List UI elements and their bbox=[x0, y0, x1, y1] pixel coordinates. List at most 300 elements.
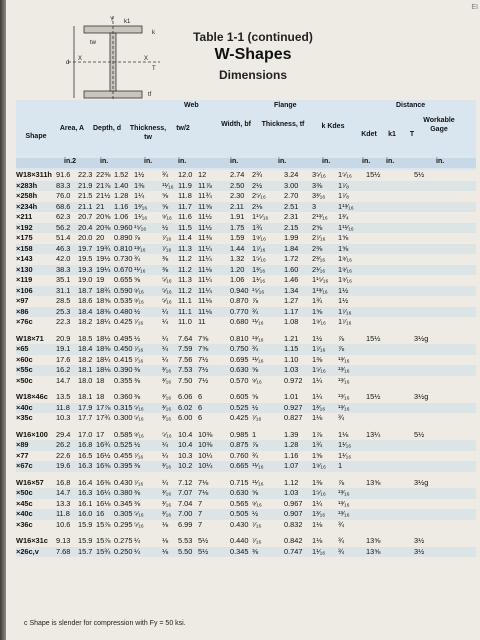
table-cell: 6.00 bbox=[178, 413, 193, 422]
table-cell: 18.4 bbox=[78, 306, 93, 316]
table-cell: ×77 bbox=[16, 450, 29, 460]
table-cell: 5½ bbox=[198, 546, 209, 556]
table-cell: 1¹⁄₁₆ bbox=[312, 546, 326, 556]
table-cell: 0.395 bbox=[114, 461, 133, 470]
table-cell: 16.2 bbox=[56, 365, 71, 374]
table-cell: ³⁄₁₆ bbox=[162, 375, 172, 385]
table-cell: 0.440 bbox=[230, 536, 249, 545]
group-flange: Flange bbox=[274, 102, 297, 109]
table-cell: 11¼ bbox=[198, 275, 212, 284]
table-cell: 16.3 bbox=[78, 488, 93, 497]
table-cell: ⁵⁄₁₆ bbox=[162, 296, 172, 305]
table-cell: ¹³⁄₁₆ bbox=[338, 498, 350, 508]
table-cell: 21½ bbox=[96, 191, 111, 200]
table-cell: 0.655 bbox=[114, 275, 133, 284]
table-cell: 17¾ bbox=[96, 413, 111, 422]
table-cell: 2.30 bbox=[230, 191, 245, 200]
table-cell: 1⁷⁄₁₆ bbox=[312, 344, 326, 353]
table-cell: ¾ bbox=[338, 536, 345, 545]
table-row bbox=[16, 191, 476, 202]
table-cell: ⁷⁄₁₆ bbox=[252, 519, 262, 529]
table-cell: 1.28 bbox=[114, 191, 129, 200]
table-cell: 0.960 bbox=[114, 222, 133, 232]
table-cell: 1¼ bbox=[134, 191, 145, 200]
col-kdes: k Kdes bbox=[321, 123, 345, 130]
table-cell: 3.00 bbox=[284, 180, 299, 190]
table-cell: 11.8 bbox=[178, 191, 192, 200]
table-cell: 1⅛ bbox=[312, 413, 323, 422]
table-cell: 1⅛ bbox=[312, 519, 323, 529]
table-cell: 29.4 bbox=[56, 429, 71, 439]
table-cell: 1.46 bbox=[284, 275, 299, 284]
table-cell: 1¼ bbox=[312, 392, 323, 401]
table-cell: ×40c bbox=[16, 509, 33, 518]
table-cell: ¼ bbox=[162, 344, 169, 353]
table-cell: ×35c bbox=[16, 413, 33, 422]
table-cell: 0.535 bbox=[114, 296, 133, 305]
table-cell: 11.2 bbox=[178, 285, 192, 295]
table-cell: 13⅝ bbox=[366, 546, 381, 556]
table-row bbox=[16, 296, 476, 307]
table-row bbox=[16, 451, 476, 462]
table-cell: ×258h bbox=[16, 191, 38, 200]
table-cell: 17⅞ bbox=[96, 402, 111, 412]
table-cell: 6.06 bbox=[178, 392, 193, 401]
table-cell: W16×31c bbox=[16, 536, 48, 545]
table-cell: 1.12 bbox=[284, 477, 299, 487]
table-number: Table 1-1 (continued) bbox=[193, 30, 313, 44]
table-cell: 1⁷⁄₈ bbox=[338, 191, 350, 200]
table-row bbox=[16, 355, 476, 366]
table-cell: ⅝ bbox=[134, 275, 141, 284]
table-cell: 42.0 bbox=[56, 254, 71, 263]
table-cell: 20.7 bbox=[78, 212, 93, 221]
table-cell: 0.985 bbox=[230, 429, 249, 439]
table-cell: ¾ bbox=[162, 170, 169, 179]
table-cell: 18.2 bbox=[78, 317, 93, 326]
table-cell: 0.832 bbox=[284, 519, 303, 529]
unit: in. bbox=[436, 158, 445, 165]
table-cell: 18⅛ bbox=[96, 365, 111, 374]
table-cell: 7½ bbox=[198, 375, 209, 385]
table-cell: 2⅛ bbox=[252, 201, 263, 211]
table-cell: ¹³⁄₁₆ bbox=[338, 365, 350, 374]
table-cell: ⁷⁄₁₆ bbox=[134, 354, 144, 364]
table-cell: 2⅜ bbox=[312, 243, 323, 253]
table-cell: 1.16 bbox=[284, 450, 299, 460]
table-cell: ³⁄₁₆ bbox=[162, 402, 172, 412]
table-cell: 21.9 bbox=[78, 180, 93, 190]
table-cell: 17.9 bbox=[78, 402, 93, 412]
table-cell: ⅜ bbox=[134, 392, 141, 401]
table-row bbox=[16, 202, 476, 213]
table-row bbox=[16, 233, 476, 244]
table-cell: 0.345 bbox=[114, 498, 133, 508]
table-cell: ×119 bbox=[16, 275, 33, 284]
table-cell: ¾ bbox=[252, 344, 259, 353]
table-cell: 1.40 bbox=[114, 180, 129, 190]
table-cell: ×143 bbox=[16, 254, 33, 263]
table-cell: 0.305 bbox=[114, 509, 133, 518]
table-row bbox=[16, 334, 476, 345]
table-cell: ¼ bbox=[162, 333, 169, 343]
table-cell: 9.13 bbox=[56, 536, 71, 545]
table-cell: 1.27 bbox=[284, 296, 299, 305]
table-cell: ³⁄₁₆ bbox=[162, 509, 172, 518]
table-cell: ³⁄₁₆ bbox=[162, 461, 172, 470]
table-cell: 16.8 bbox=[78, 440, 93, 449]
unit: in. bbox=[362, 158, 371, 165]
table-cell: 1⅝ bbox=[338, 243, 349, 253]
table-cell: 1¹⁄₁₆ bbox=[134, 212, 148, 221]
table-cell: 1.16 bbox=[114, 201, 129, 211]
book-page bbox=[6, 0, 480, 640]
table-cell: 11½ bbox=[198, 212, 212, 221]
table-cell: 7 bbox=[198, 509, 203, 518]
table-cell: 1⁵⁄₁₆ bbox=[312, 488, 326, 497]
table-cell: 2³⁄₁₆ bbox=[312, 254, 326, 263]
table-cell: 7.59 bbox=[178, 344, 193, 353]
table-cell: 7.56 bbox=[178, 354, 193, 364]
table-cell: 14.7 bbox=[56, 375, 71, 385]
table-cell: 15.9 bbox=[78, 519, 93, 529]
footnote: c Shape is slender for compression with Fy = 50 ksi. bbox=[24, 620, 186, 627]
table-cell: 0.827 bbox=[284, 413, 303, 422]
table-cell: 11.4 bbox=[178, 233, 192, 242]
table-cell: 18⅜ bbox=[96, 344, 111, 353]
table-cell: ⁹⁄₁₆ bbox=[252, 375, 262, 385]
table-cell: ⅞ bbox=[252, 296, 259, 305]
table-cell: 2½ bbox=[252, 180, 263, 190]
table-cell: 11.2 bbox=[178, 254, 192, 263]
table-cell: 2¾ bbox=[252, 170, 263, 179]
table-cell: 16½ bbox=[96, 450, 111, 460]
table-cell: 16.3 bbox=[78, 461, 93, 470]
table-cell: 3½ bbox=[414, 536, 425, 545]
table-cell: 1⁹⁄₁₆ bbox=[312, 317, 326, 326]
table-cell: ½ bbox=[134, 306, 141, 316]
table-cell: 16¾ bbox=[96, 440, 111, 449]
table-cell: 3½g bbox=[414, 333, 429, 343]
table-cell: 2.31 bbox=[284, 212, 299, 221]
table-cell: ¹³⁄₁₆ bbox=[338, 488, 350, 497]
w-shape-diagram bbox=[64, 14, 168, 110]
group-web: Web bbox=[184, 102, 199, 109]
table-cell: 11½ bbox=[198, 222, 212, 232]
table-cell: 16.0 bbox=[78, 509, 93, 518]
table-cell: 0.760 bbox=[230, 450, 249, 460]
table-cell: 0.250 bbox=[114, 546, 133, 556]
table-cell: 0.480 bbox=[114, 306, 133, 316]
table-cell: 1¹³⁄₁₆ bbox=[312, 285, 328, 295]
table-cell: 16⅜ bbox=[96, 477, 111, 487]
table-cell: ⅝ bbox=[252, 488, 259, 497]
table-cell: 1³⁄₁₆ bbox=[312, 402, 326, 412]
table-cell: 0.810 bbox=[230, 333, 249, 343]
table-cell: 11.6 bbox=[178, 212, 192, 221]
table-cell: ³⁄₁₆ bbox=[162, 488, 172, 497]
table-cell: 0.940 bbox=[230, 285, 249, 295]
table-cell: ×86 bbox=[16, 306, 29, 316]
table-cell: 16⅜ bbox=[96, 461, 111, 470]
table-cell: 1⅞ bbox=[312, 429, 323, 439]
table-cell: 0.907 bbox=[284, 509, 303, 518]
table-cell: 1¹⁄₁₆ bbox=[338, 440, 352, 449]
table-cell: 11.1 bbox=[178, 306, 192, 316]
table-cell: 0.345 bbox=[230, 546, 249, 556]
table-cell: ¹⁵⁄₁₆ bbox=[252, 285, 265, 295]
table-cell: ×175 bbox=[16, 233, 33, 242]
table-cell: 1.91 bbox=[230, 212, 245, 221]
table-cell: 0.430 bbox=[114, 477, 133, 487]
table-cell: 0.300 bbox=[114, 413, 133, 422]
table-cell: 7.68 bbox=[56, 546, 71, 556]
table-cell: 5.53 bbox=[178, 536, 193, 545]
table-cell: ¹¹⁄₁₆ bbox=[252, 477, 264, 487]
table-cell: 19.6 bbox=[56, 461, 71, 470]
table-cell: 1.44 bbox=[230, 243, 245, 253]
table-cell: 11.3 bbox=[178, 275, 192, 284]
table-cell: 1.03 bbox=[284, 365, 299, 374]
table-cell: 11.3 bbox=[178, 243, 192, 253]
table-cell: 20.9 bbox=[56, 333, 71, 343]
table-cell: 0.842 bbox=[284, 536, 303, 545]
table-cell: 18⅜ bbox=[96, 306, 111, 316]
table-cell: 22.3 bbox=[56, 317, 71, 326]
table-cell: 0.585 bbox=[114, 429, 133, 439]
table-cell: ×158 bbox=[16, 243, 33, 253]
table-cell: 10.3 bbox=[178, 450, 193, 460]
table-row bbox=[16, 317, 476, 328]
table-cell: ⅜ bbox=[162, 264, 169, 274]
table-cell: 16.5 bbox=[78, 450, 93, 460]
fig-label: X bbox=[78, 56, 83, 62]
table-cell: ¾ bbox=[134, 254, 141, 263]
table-cell: 0.890 bbox=[114, 233, 133, 242]
table-cell: 18¼ bbox=[96, 354, 111, 364]
table-cell: 1.08 bbox=[284, 317, 299, 326]
table-cell: ⁷⁄₁₆ bbox=[134, 344, 144, 353]
table-cell: 0.875 bbox=[230, 440, 249, 449]
table-row bbox=[16, 547, 476, 558]
table-cell: 7½ bbox=[198, 365, 209, 374]
table-cell: 19.7 bbox=[78, 243, 93, 253]
table-cell: 1.32 bbox=[230, 254, 245, 263]
table-cell: W18×46c bbox=[16, 392, 48, 401]
table-cell: 3³⁄₁₆ bbox=[312, 191, 326, 200]
col-depth: Depth, d bbox=[93, 125, 121, 132]
table-cell: 0.630 bbox=[230, 488, 249, 497]
table-cell: 1⁹⁄₁₆ bbox=[338, 264, 352, 274]
fig-label: d bbox=[66, 60, 70, 66]
table-body bbox=[16, 170, 476, 557]
table-cell: 0.430 bbox=[230, 519, 249, 529]
col-kdet: Kdet bbox=[361, 131, 377, 138]
table-cell: ⅜ bbox=[134, 498, 141, 508]
table-cell: ⅞ bbox=[134, 233, 141, 242]
unit: in. bbox=[230, 158, 239, 165]
table-cell: 0.810 bbox=[114, 243, 133, 253]
table-cell: 18 bbox=[96, 375, 105, 385]
table-cell: 6 bbox=[198, 392, 203, 401]
table-cell: ¾ bbox=[252, 450, 259, 460]
table-cell: 11.2 bbox=[178, 264, 192, 274]
table-cell: 17.6 bbox=[56, 354, 71, 364]
table-cell: 1⁷⁄₁₆ bbox=[338, 317, 352, 326]
table-row bbox=[16, 223, 476, 234]
table-cell: 22.6 bbox=[56, 450, 71, 460]
table-cell: ⁵⁄₁₆ bbox=[162, 275, 172, 284]
table-cell: 11⅛ bbox=[198, 264, 212, 274]
table-cell: ½ bbox=[252, 402, 259, 412]
table-cell: 2⅝ bbox=[312, 222, 323, 232]
table-row bbox=[16, 536, 476, 547]
table-cell: 1.07 bbox=[284, 461, 299, 470]
table-cell: 1¹³⁄₁₆ bbox=[338, 201, 354, 211]
table-cell: 1.59 bbox=[230, 233, 245, 242]
table-cell: 0.605 bbox=[230, 392, 249, 401]
table-cell: 10.4 bbox=[178, 429, 193, 439]
table-cell: 7.50 bbox=[178, 375, 193, 385]
table-cell: ⅛ bbox=[162, 536, 169, 545]
table-cell: ¾ bbox=[338, 519, 345, 529]
table-cell: ⁹⁄₁₆ bbox=[134, 429, 144, 439]
table-cell: 31.1 bbox=[56, 285, 71, 295]
table-cell: 2.74 bbox=[230, 170, 245, 179]
table-cell: ⅞ bbox=[338, 477, 345, 487]
table-cell: ½ bbox=[134, 440, 141, 449]
fig-label: Y bbox=[110, 17, 115, 23]
table-cell: 7⅛ bbox=[198, 488, 209, 497]
table-cell: 13¼ bbox=[366, 429, 381, 439]
table-cell: ⁷⁄₁₆ bbox=[134, 477, 144, 487]
table-cell: ¹¹⁄₁₆ bbox=[252, 354, 264, 364]
table-row bbox=[16, 478, 476, 489]
table-cell: 1.20 bbox=[230, 264, 245, 274]
table-cell: 0.355 bbox=[114, 375, 133, 385]
table-cell: 1.10 bbox=[284, 354, 299, 364]
col-flange-thickness: Thickness, tf bbox=[261, 121, 305, 128]
table-cell: 10⅜ bbox=[198, 429, 213, 439]
table-cell: 83.3 bbox=[56, 180, 71, 190]
table-cell: 0.967 bbox=[284, 498, 303, 508]
table-cell: ×283h bbox=[16, 180, 38, 190]
table-cell: 1⁹⁄₁₆ bbox=[252, 233, 266, 242]
table-cell: ×97 bbox=[16, 296, 29, 305]
table-cell: ⅛ bbox=[162, 546, 169, 556]
table-cell: 0.425 bbox=[230, 413, 249, 422]
table-cell: 13.3 bbox=[56, 498, 71, 508]
table-cell: 7½ bbox=[198, 354, 209, 364]
table-cell: 10⅜ bbox=[198, 440, 213, 449]
table-cell: 1³⁄₁₆ bbox=[134, 201, 148, 211]
table-cell: 15½ bbox=[366, 170, 381, 179]
table-cell: ¹³⁄₁₆ bbox=[338, 354, 350, 364]
table-cell: 21.5 bbox=[78, 191, 93, 200]
corner-mark: EI bbox=[471, 4, 478, 11]
table-cell: 16.8 bbox=[56, 477, 71, 487]
table-cell: 1.39 bbox=[284, 429, 299, 439]
table-cell: 25.3 bbox=[56, 306, 71, 316]
table-cell: ⁷⁄₁₆ bbox=[162, 233, 172, 242]
table-cell: 17.0 bbox=[78, 429, 93, 439]
table-cell: 7⅝ bbox=[198, 333, 209, 343]
table-cell: 38.3 bbox=[56, 264, 71, 274]
table-cell: ⁵⁄₁₆ bbox=[162, 429, 172, 439]
table-cell: 2.15 bbox=[284, 222, 299, 232]
col-shape: Shape bbox=[25, 133, 47, 140]
table-cell: 7.04 bbox=[178, 498, 193, 508]
table-cell: 2¹³⁄₁₆ bbox=[312, 212, 328, 221]
table-cell: 18¾ bbox=[96, 285, 111, 295]
table-cell: 10.2 bbox=[178, 461, 193, 470]
table-cell: W18×71 bbox=[16, 333, 44, 343]
table-cell: 18.1 bbox=[78, 392, 93, 401]
table-cell: ⁵⁄₁₆ bbox=[134, 509, 144, 518]
table-cell: 7.12 bbox=[178, 477, 193, 487]
table-cell: 11.5 bbox=[178, 222, 192, 232]
table-cell: ¼ bbox=[162, 306, 169, 316]
table-cell: 0.415 bbox=[114, 354, 133, 364]
table-cell: ¹⁵⁄₁₆ bbox=[134, 222, 147, 232]
table-cell: 11.8 bbox=[56, 509, 70, 518]
table-cell: ⅞ bbox=[338, 344, 345, 353]
table-cell: 51.4 bbox=[56, 233, 71, 242]
table-cell: 1⁹⁄₁₆ bbox=[312, 461, 326, 470]
table-cell: 16 bbox=[96, 509, 105, 518]
table-cell: ⁹⁄₁₆ bbox=[252, 498, 262, 508]
table-cell: 1¹⁵⁄₁₆ bbox=[252, 212, 269, 221]
table-cell: 18¼ bbox=[96, 317, 111, 326]
table-cell: ¹³⁄₁₆ bbox=[134, 243, 146, 253]
table-cell: 13.5 bbox=[56, 392, 71, 401]
table-cell: 11.1 bbox=[178, 296, 192, 305]
table-cell: 15½ bbox=[366, 333, 381, 343]
table-cell: 0.315 bbox=[114, 402, 133, 412]
table-cell: 2⁵⁄₁₆ bbox=[252, 191, 266, 200]
table-cell: ³⁄₁₆ bbox=[162, 498, 172, 508]
table-cell: 0.747 bbox=[284, 546, 303, 556]
table-cell: 1½ bbox=[312, 333, 323, 343]
table-cell: 1¼ bbox=[312, 498, 323, 508]
table-cell: 1¾ bbox=[252, 222, 263, 232]
table-cell: 1½ bbox=[338, 285, 349, 295]
table-cell: ³⁄₁₆ bbox=[162, 413, 172, 422]
table-cell: 18 bbox=[96, 392, 105, 401]
table-cell: ¹³⁄₁₆ bbox=[338, 509, 350, 518]
table-cell: 20⅜ bbox=[96, 222, 111, 232]
table-cell: 10¼ bbox=[198, 450, 213, 460]
table-cell: 0.670 bbox=[114, 264, 133, 274]
fig-label: T bbox=[152, 66, 156, 72]
table-cell: 46.3 bbox=[56, 243, 71, 253]
table-cell: 0.770 bbox=[230, 306, 249, 316]
table-cell: ⅝ bbox=[162, 191, 169, 200]
table-cell: ×211 bbox=[16, 212, 33, 221]
table-cell: ⅝ bbox=[252, 365, 259, 374]
table-row bbox=[16, 488, 476, 499]
table-cell: ×106 bbox=[16, 285, 33, 295]
table-cell: ¹¹⁄₁₆ bbox=[252, 461, 264, 470]
table-cell: ¹³⁄₁₆ bbox=[338, 402, 350, 412]
table-cell: ⁵⁄₁₆ bbox=[134, 413, 144, 422]
fig-label: tw bbox=[90, 40, 96, 46]
table-cell: 1¹⁄₁₆ bbox=[252, 275, 266, 284]
fig-label: k1 bbox=[124, 19, 131, 25]
col-T: T bbox=[409, 131, 415, 138]
table-cell: 11.7 bbox=[178, 201, 192, 211]
table-cell: ⅝ bbox=[162, 201, 169, 211]
